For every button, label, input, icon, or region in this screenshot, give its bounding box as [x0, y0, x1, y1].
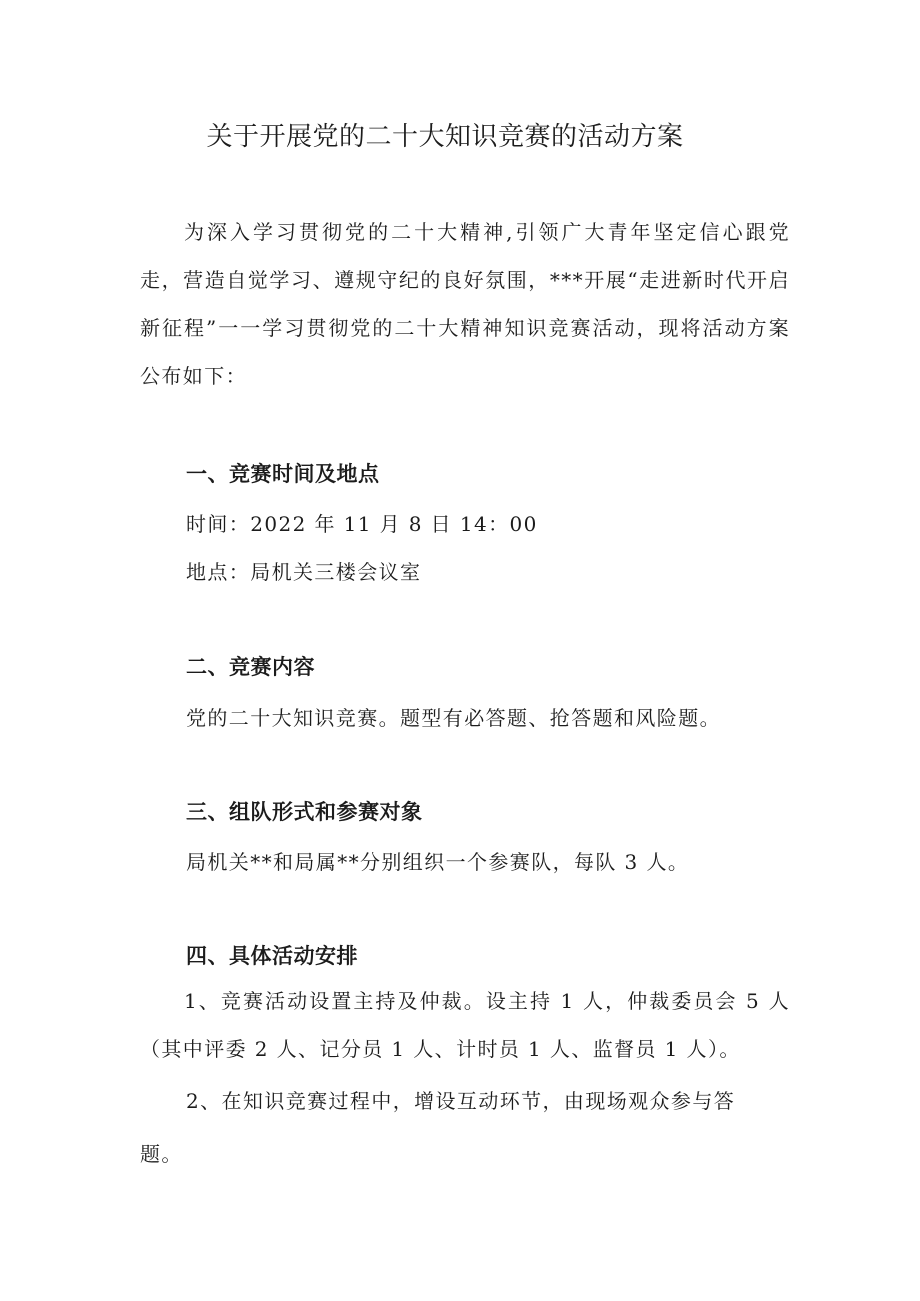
arrangement-item-2: 2、在知识竞赛过程中，增设互动环节，由现场观众参与答 — [186, 1089, 736, 1113]
teams-line: 局机关**和局属**分别组织一个参赛队，每队 3 人。 — [186, 850, 690, 874]
document-title: 关于开展党的二十大知识竞赛的活动方案 — [206, 122, 684, 152]
time-line: 时间：2022 年 11 月 8 日 14：00 — [186, 512, 538, 536]
section-heading-content: 二、竞赛内容 — [186, 655, 315, 679]
section-heading-arrangements: 四、具体活动安排 — [186, 944, 358, 968]
section-heading-time-location: 一、竞赛时间及地点 — [186, 462, 380, 486]
section-heading-teams: 三、组队形式和参赛对象 — [186, 800, 423, 824]
location-line: 地点：局机关三楼会议室 — [186, 560, 422, 584]
arrangement-item-1: 1、竞赛活动设置主持及仲裁。设主持 1 人，仲裁委员会 5 人（其中评委 2 人、记分员 1 人、计时员 1 人、监督员 1 人）。 — [140, 989, 790, 1061]
content-line: 党的二十大知识竞赛。题型有必答题、抢答题和风险题。 — [186, 706, 721, 730]
arrangement-item-2-continued: 题。 — [140, 1142, 183, 1166]
intro-paragraph: 为深入学习贯彻党的二十大精神,引领广大青年坚定信心跟党走，营造自觉学习、遵规守纪的良好氛围，***开展“走进新时代开启新征程”一一学习贯彻党的二十大精神知识竞赛活动，现将活动方案公布如下： — [140, 220, 790, 388]
